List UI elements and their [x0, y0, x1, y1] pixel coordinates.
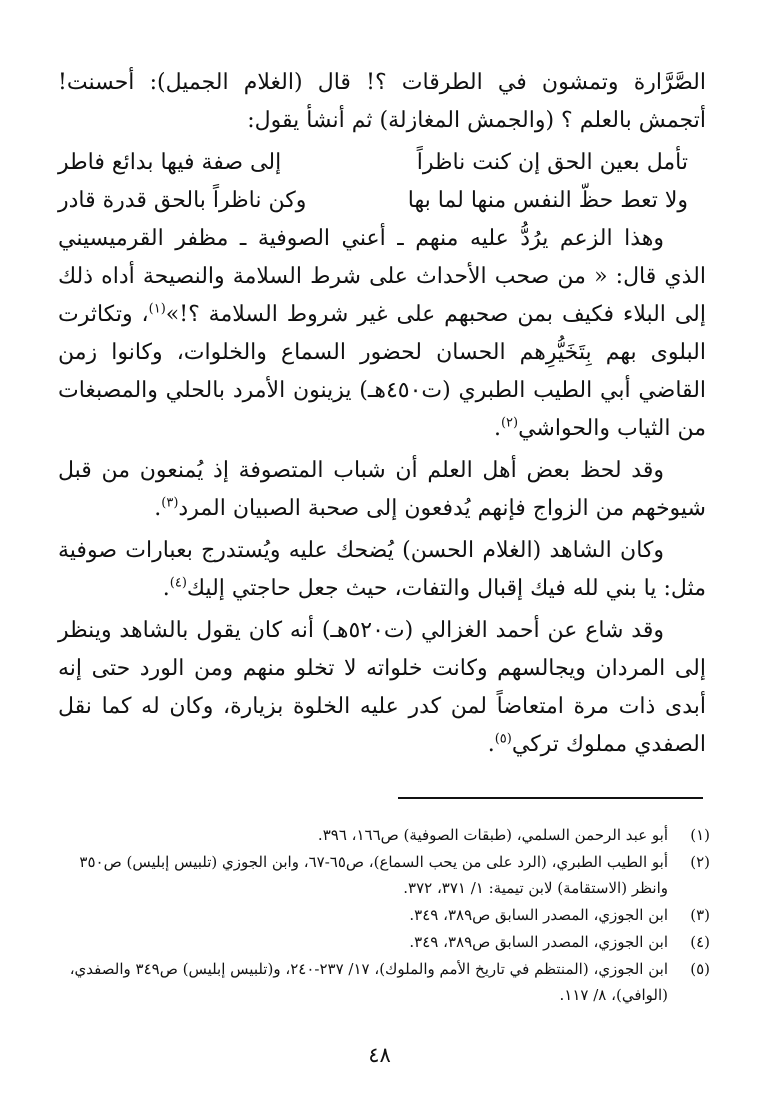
footnote-text: ابن الجوزي، المصدر السابق ص٣٨٩، ٣٤٩.: [409, 933, 668, 951]
footnote-text: ابن الجوزي، (المنتظم في تاريخ الأمم والملوك)، ١٧/ ٢٣٧-٢٤٠، و(تلبيس إبليس) ص٣٤٩ والصفدي، (الوافي)، ٨/ ١١٧.: [69, 960, 668, 1004]
paragraph-3: [58, 452, 706, 528]
paragraph-4-end: .: [162, 576, 170, 601]
paragraph-2-continuation: ، وتكاثرت البلوى بهم بِتَخَيُّرِهم الحسان لحضور السماع والخلوات، وكانوا زمن القاضي أبي الطيب الطبري (ت٤٥٠هـ) يزينون الأمرد بالحلي والمصبغات من الثياب والحواشي: [58, 302, 707, 441]
paragraph-4-text: وكان الشاهد (الغلام الحسن) يُضحك عليه ويُستدرج بعبارات صوفية مثل: يا بني لله فيك إقبال والتفات، حيث جعل حاجتي إليك: [58, 538, 706, 601]
footnote-number: (٣): [690, 906, 710, 924]
paragraph-1: [58, 64, 706, 140]
paragraph-5-text: وقد شاع عن أحمد الغزالي (ت٥٢٠هـ) أنه كان يقول بالشاهد وينظر إلى المردان ويجالسهم وكانت خلواته لا تخلو منهم ومن الورد حتى إنه أبدى ذات مرة امتعاضاً لمن كدر عليه الخلوة بزيارة، وكان له كما نقل الصفدي مملوك تركي: [58, 618, 706, 757]
paragraph-5-end: .: [487, 732, 495, 757]
footnote-separator: [398, 797, 703, 799]
footnote-ref-5[interactable]: (٥): [494, 731, 512, 747]
paragraph-4: [58, 532, 706, 608]
footnote-text: أبو الطيب الطبري، (الرد على من يحب السماع)، ص٦٥-٦٧، وابن الجوزي (تلبيس إبليس) ص٣٥٠ وانظر (الاستقامة) لابن تيمية: ١/ ٣٧١، ٣٧٢.: [79, 853, 668, 897]
verse-1-second-hemistich: إلى صفة فيها بدائع فاطر: [58, 150, 282, 175]
paragraph-2: [58, 220, 706, 448]
footnote-5: [60, 956, 710, 1008]
paragraph-1-text: الصَّرَّارة وتمشون في الطرقات ؟! قال (الغلام الجميل): أحسنت! أتجمش بالعلم ؟ (والجمش المغازلة) ثم أنشأ يقول:: [58, 70, 706, 133]
footnote-3: [60, 902, 710, 928]
footnote-number: (٤): [690, 933, 710, 951]
verse-2-second-hemistich: وكن ناظراً بالحق قدرة قادر: [58, 188, 307, 213]
paragraph-3-end: .: [154, 496, 162, 521]
footnote-1: [60, 822, 710, 848]
footnote-2: [60, 849, 710, 901]
verse-line-2: [58, 182, 688, 220]
footnote-number: (٢): [690, 853, 710, 871]
footnotes: [60, 822, 710, 1009]
footnote-ref-2[interactable]: (٢): [500, 415, 519, 431]
paragraph-2-end: .: [493, 416, 501, 441]
verse-1-first-hemistich: تأمل بعين الحق إن كنت ناظراً: [416, 150, 688, 175]
footnote-number: (٥): [690, 960, 710, 978]
footnote-ref-3[interactable]: (٣): [161, 495, 179, 511]
footnote-ref-4[interactable]: (٤): [169, 575, 187, 591]
footnote-4: [60, 929, 710, 955]
verse-line-1: [58, 144, 688, 182]
verse-2-first-hemistich: ولا تعط حظّ النفس منها لما بها: [407, 188, 688, 213]
main-text: [58, 64, 706, 768]
paragraph-3-text: وقد لحظ بعض أهل العلم أن شباب المتصوفة إذ يُمنعون من قبل شيوخهم من الزواج فإنهم يُدفعون إلى صحبة الصبيان المرد: [58, 458, 706, 521]
footnote-text: ابن الجوزي، المصدر السابق ص٣٨٩، ٣٤٩.: [409, 906, 668, 924]
paragraph-2-text: وهذا الزعم يرُدُّ عليه منهم ـ أعني الصوفية ـ مظفر القرميسيني الذي قال: « من صحب الأحداث على شرط السلامة والنصيحة أداه ذلك إلى البلاء فكيف بمن صحبهم على غير شروط السلامة ؟!»: [58, 226, 706, 327]
footnote-ref-1[interactable]: (١): [148, 301, 166, 317]
footnote-text: أبو عبد الرحمن السلمي، (طبقات الصوفية) ص١٦٦، ٣٩٦.: [317, 826, 668, 844]
footnote-number: (١): [690, 826, 710, 844]
page-number: ٤٨: [368, 1043, 391, 1067]
paragraph-5: [58, 612, 706, 764]
